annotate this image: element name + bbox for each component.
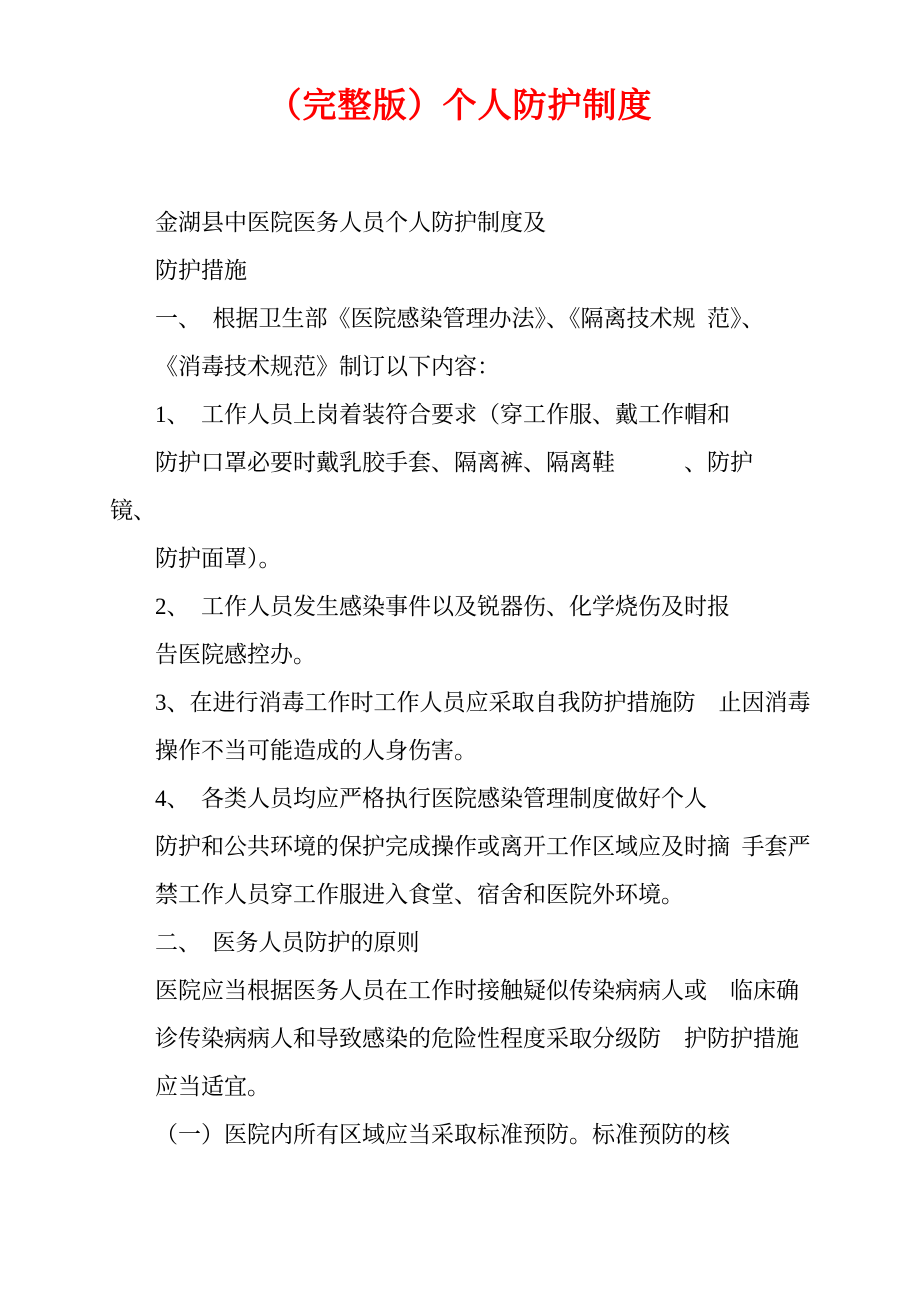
document-line: 防护口罩必要时戴乳胶手套、隔离裤、隔离鞋 、防护 (155, 450, 753, 475)
document-line: 1、 工作人员上岗着装符合要求（穿工作服、戴工作帽和 (155, 402, 730, 427)
document-line: 告医院感控办。 (155, 642, 316, 667)
document-line: 操作不当可能造成的人身伤害。 (155, 738, 477, 763)
document-line: 一、 根据卫生部《医院感染管理办法》、《隔离技术规 范》、 (155, 306, 765, 331)
document-line: 应当适宜。 (155, 1074, 270, 1099)
document-line: 诊传染病病人和导致感染的危险性程度采取分级防 护防护措施 (155, 1026, 799, 1051)
document-line: 2、 工作人员发生感染事件以及锐器伤、化学烧伤及时报 (155, 594, 730, 619)
document-line: 二、 医务人员防护的原则 (155, 930, 420, 955)
document-line: （一）医院内所有区域应当采取标准预防。标准预防的核 (155, 1122, 730, 1147)
document-line: 医院应当根据医务人员在工作时接触疑似传染病病人或 临床确 (155, 978, 799, 1003)
document-body (110, 199, 855, 1159)
document-line: 防护措施 (155, 258, 247, 283)
document-line: 《消毒技术规范》制订以下内容： (155, 354, 500, 379)
document-line-outdented: 镜、 (110, 498, 156, 523)
document-line: 防护面罩）。 (155, 546, 282, 571)
document-line: 禁工作人员穿工作服进入食堂、宿舍和医院外环境。 (155, 882, 684, 907)
document-line: 金湖县中医院医务人员个人防护制度及 (155, 210, 546, 235)
document-title: （完整版）个人防护制度 (267, 87, 653, 125)
document-line: 防护和公共环境的保护完成操作或离开工作区域应及时摘 手套严 (155, 834, 811, 859)
document-line: 4、 各类人员均应严格执行医院感染管理制度做好个人 (155, 786, 707, 811)
document-line: 3、在进行消毒工作时工作人员应采取自我防护措施防 止因消毒 (155, 690, 811, 715)
